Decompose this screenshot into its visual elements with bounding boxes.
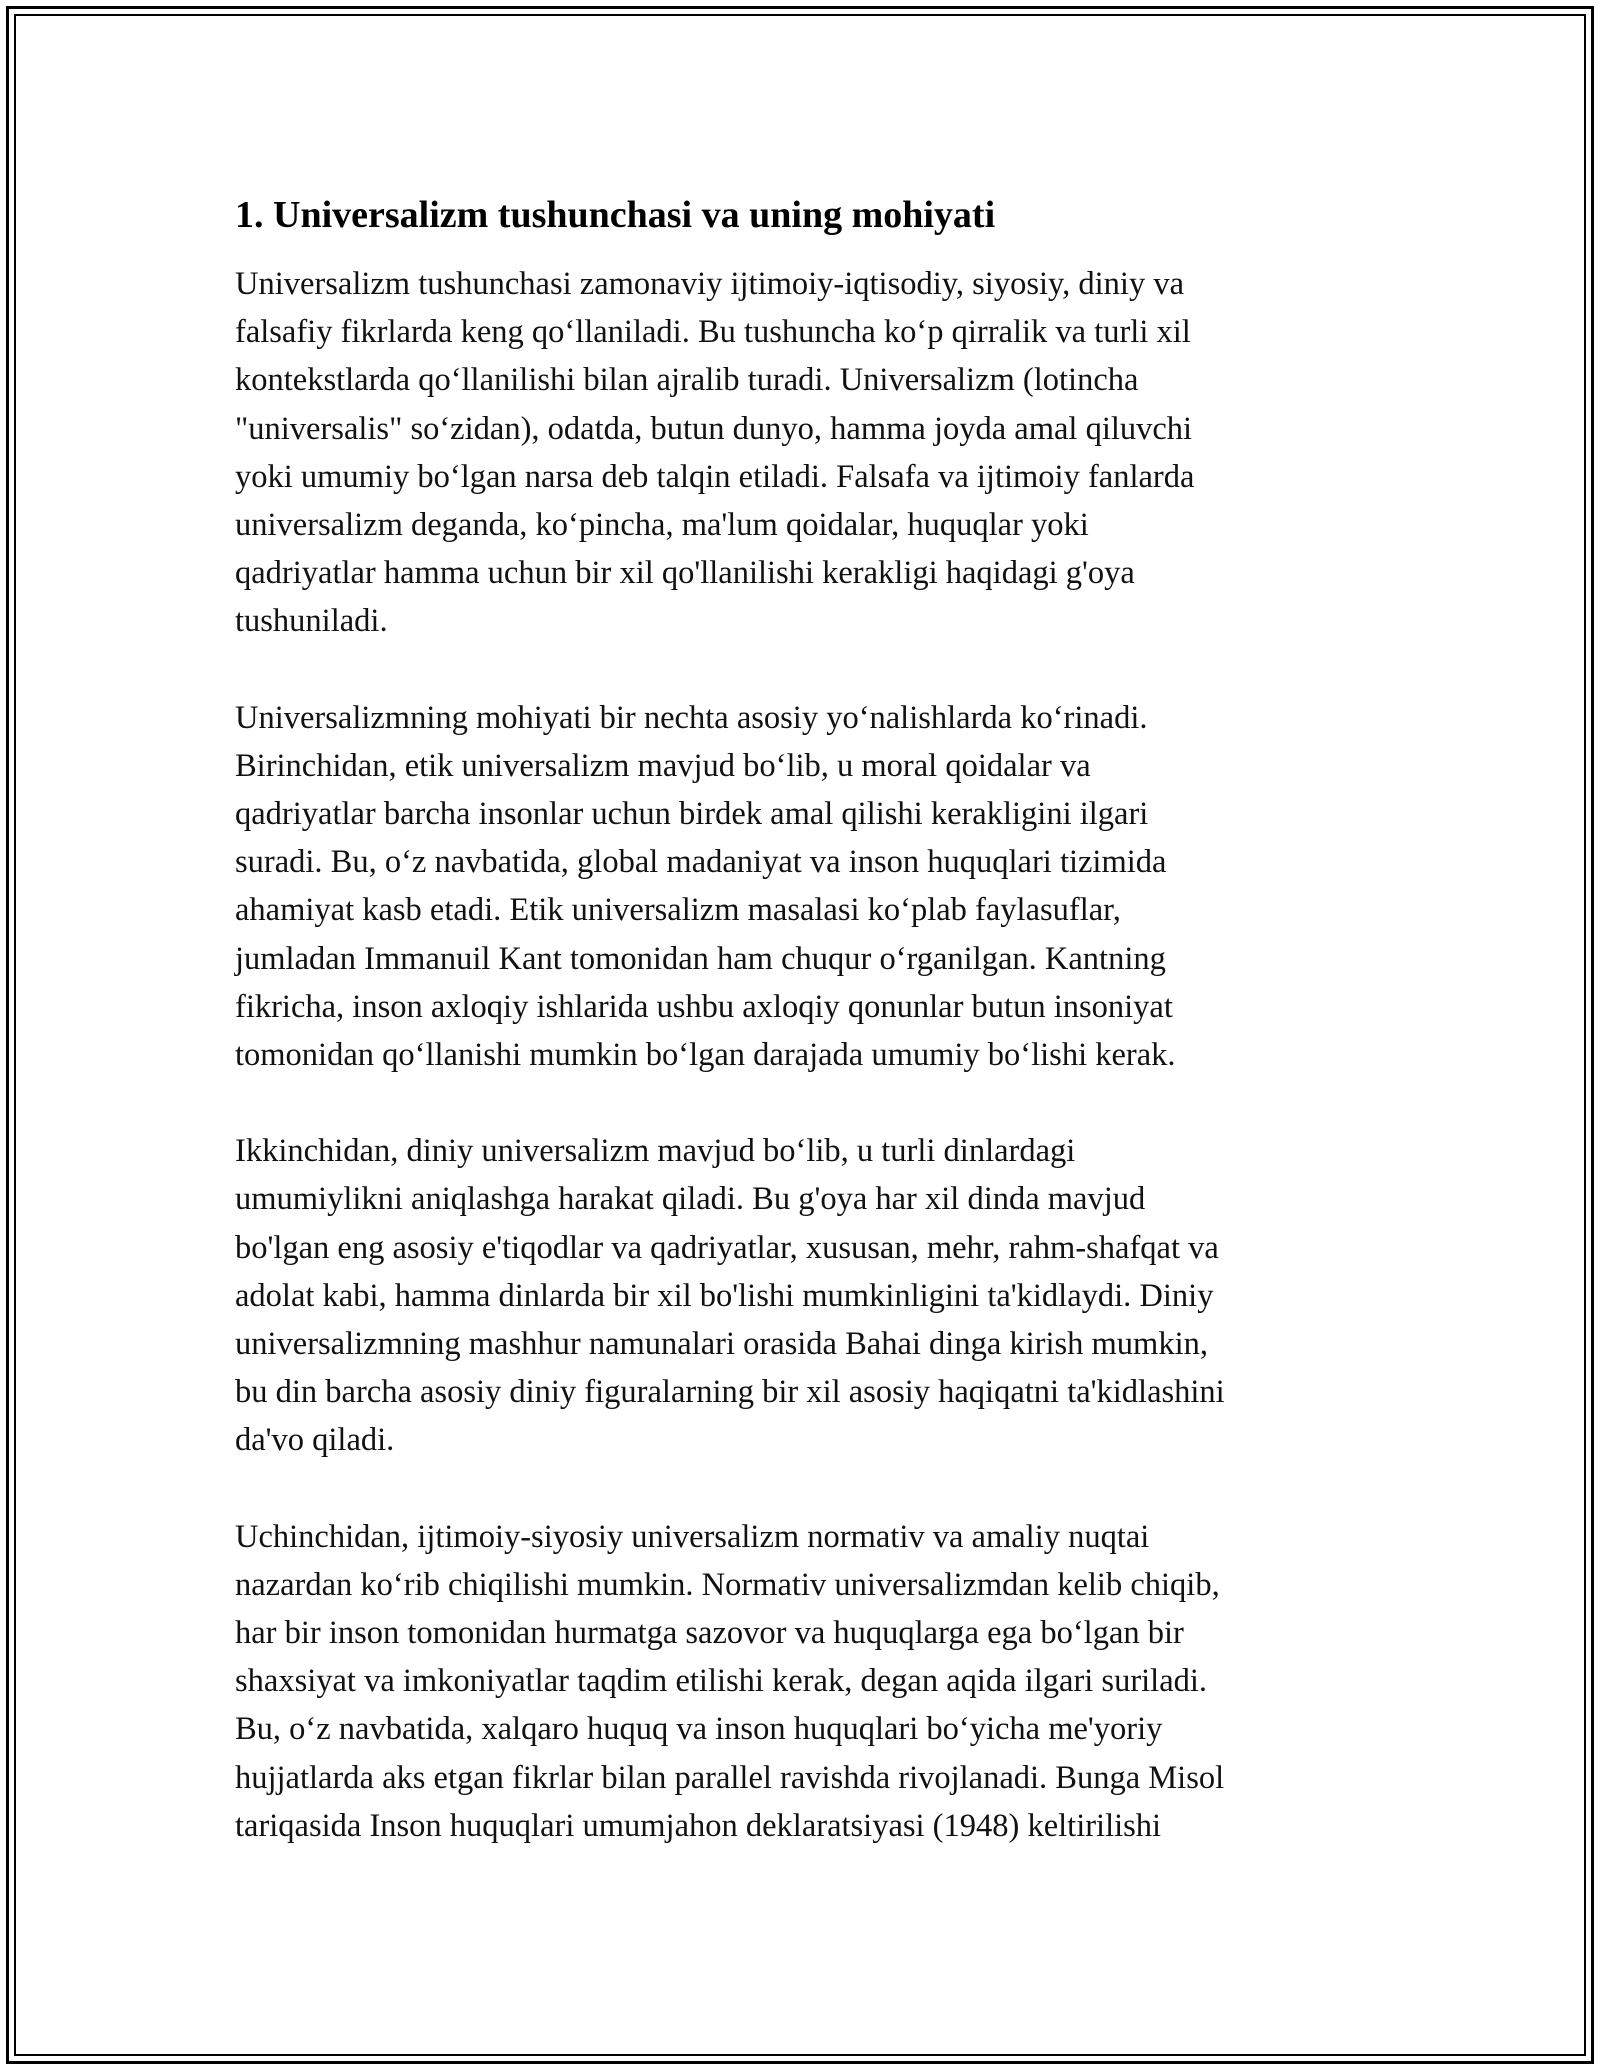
- text-line: Universalizmning mohiyati bir nechta asosiy yo‘nalishlarda ko‘rinadi.: [235, 699, 1148, 736]
- paragraph-2: [235, 694, 1365, 1080]
- text-line: ahamiyat kasb etadi. Etik universalizm masalasi ko‘plab faylasuflar,: [235, 892, 1121, 929]
- text-line: Bu, o‘z navbatida, xalqaro huquq va inson huquqlari bo‘yicha me'yoriy: [235, 1711, 1163, 1748]
- paragraph-1: [235, 260, 1365, 646]
- paragraph-4: [235, 1513, 1365, 1850]
- text-line: Universalizm tushunchasi zamonaviy ijtimoiy-iqtisodiy, siyosiy, diniy va: [235, 266, 1185, 302]
- text-line: umumiylikni aniqlashga harakat qiladi. Bu g'oya har xil dinda mavjud: [235, 1181, 1146, 1218]
- text-line: Ikkinchidan, diniy universalizm mavjud bo‘lib, u turli dinlardagi: [235, 1133, 1076, 1170]
- document-body: [235, 188, 1365, 1898]
- text-line: universalizm deganda, ko‘pincha, ma'lum qoidalar, huquqlar yoki: [235, 507, 1089, 544]
- text-line: adolat kabi, hamma dinlarda bir xil bo'lishi mumkinligini ta'kidlaydi. Diniy: [235, 1277, 1214, 1314]
- text-line: falsafiy fikrlarda keng qo‘llaniladi. Bu tushuncha ko‘p qirralik va turli xil: [235, 314, 1191, 351]
- text-line: nazardan ko‘rib chiqilishi mumkin. Normativ universalizmdan kelib chiqib,: [235, 1566, 1220, 1603]
- text-line: hujjatlarda aks etgan fikrlar bilan parallel ravishda rivojlanadi. Bunga Misol: [235, 1759, 1225, 1796]
- text-line: qadriyatlar hamma uchun bir xil qo'llanilishi kerakligi haqidagi g'oya: [235, 555, 1135, 592]
- text-line: fikricha, inson axloqiy ishlarida ushbu axloqiy qonunlar butun insoniyat: [235, 988, 1173, 1025]
- paragraph-3: [235, 1127, 1365, 1464]
- text-line: bu din barcha asosiy diniy figuralarning bir xil asosiy haqiqatni ta'kidlashini: [235, 1374, 1225, 1411]
- text-line: yoki umumiy bo‘lgan narsa deb talqin etiladi. Falsafa va ijtimoiy fanlarda: [235, 458, 1195, 495]
- text-line: da'vo qiladi.: [235, 1422, 395, 1459]
- text-line: shaxsiyat va imkoniyatlar taqdim etilishi kerak, degan aqida ilgari suriladi.: [235, 1663, 1208, 1700]
- text-line: Birinchidan, etik universalizm mavjud bo‘lib, u moral qoidalar va: [235, 747, 1091, 784]
- text-line: tariqasida Inson huquqlari umumjahon deklaratsiyasi (1948) keltirilishi: [235, 1807, 1162, 1844]
- text-line: universalizmning mashhur namunalari orasida Bahai dinga kirish mumkin,: [235, 1326, 1208, 1363]
- text-line: jumladan Immanuil Kant tomonidan ham chuqur o‘rganilgan. Kantning: [235, 940, 1166, 977]
- text-line: Uchinchidan, ijtimoiy-siyosiy universalizm normativ va amaliy nuqtai: [235, 1518, 1150, 1555]
- section-heading: 1. Universalizm tushunchasi va uning mohiyati: [235, 194, 996, 236]
- text-line: har bir inson tomonidan hurmatga sazovor va huquqlarga ega bo‘lgan bir: [235, 1615, 1184, 1652]
- text-line: suradi. Bu, o‘z navbatida, global madaniyat va inson huquqlari tizimida: [235, 844, 1167, 881]
- text-line: tomonidan qo‘llanishi mumkin bo‘lgan darajada umumiy bo‘lishi kerak.: [235, 1037, 1176, 1074]
- text-line: kontekstlarda qo‘llanilishi bilan ajralib turadi. Universalizm (lotincha: [235, 362, 1139, 399]
- text-line: tushuniladi.: [235, 603, 388, 640]
- text-line: bo'lgan eng asosiy e'tiqodlar va qadriyatlar, xususan, mehr, rahm-shafqat va: [235, 1229, 1219, 1266]
- text-line: qadriyatlar barcha insonlar uchun birdek amal qilishi kerakligini ilgari: [235, 796, 1149, 833]
- text-line: "universalis" so‘zidan), odatda, butun dunyo, hamma joyda amal qiluvchi: [235, 410, 1193, 447]
